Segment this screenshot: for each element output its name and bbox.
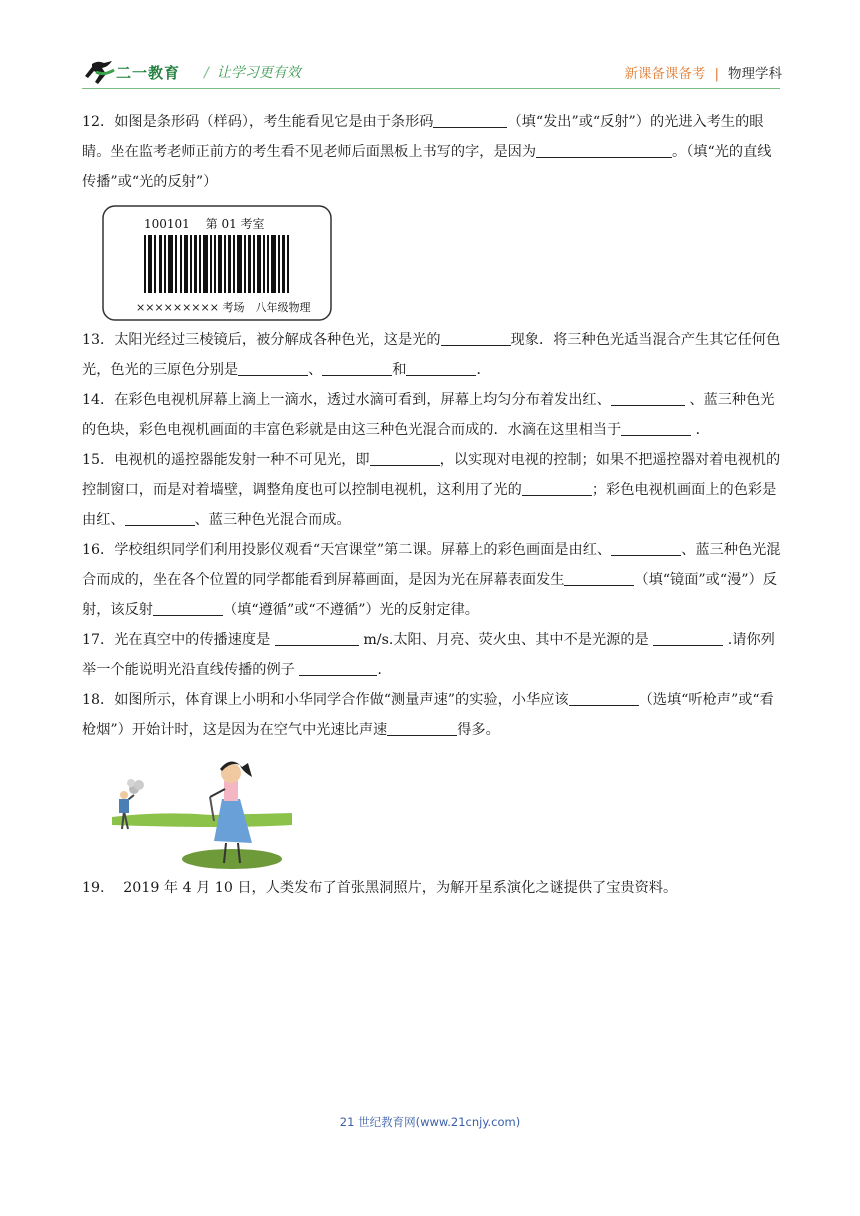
answer-blank[interactable] bbox=[569, 687, 639, 706]
answer-blank[interactable] bbox=[433, 109, 507, 128]
question-16: 16．学校组织同学们利用投影仪观看“天宫课堂”第二课。屏幕上的彩色画面是由红、 、蓝三种色光混合而成的，坐在各个位置的同学都能看到屏幕画面，是因为光在屏幕表面发生 （填“镜面”或“漫”）反射，该反射 （填“遵循”或“不遵循”）光的反射定律。 bbox=[82, 535, 782, 625]
answer-blank[interactable] bbox=[611, 387, 685, 406]
answer-blank[interactable] bbox=[441, 327, 511, 346]
question-13: 13．太阳光经过三棱镜后，被分解成各种色光，这是光的 现象．将三种色光适当混合产生其它任何色光，色光的三原色分别是 、 和 ． bbox=[82, 325, 782, 385]
header-divider bbox=[82, 88, 780, 89]
answer-blank[interactable] bbox=[522, 477, 592, 496]
answer-blank[interactable] bbox=[406, 357, 476, 376]
answer-blank[interactable] bbox=[536, 139, 672, 158]
barcode-icon bbox=[102, 205, 332, 321]
header-separator: | bbox=[714, 66, 719, 82]
answer-blank[interactable] bbox=[275, 627, 359, 646]
answer-blank[interactable] bbox=[653, 627, 723, 646]
answer-blank[interactable] bbox=[322, 357, 392, 376]
header-course-label: 新课备课备考 bbox=[624, 66, 706, 82]
answer-blank[interactable] bbox=[125, 507, 195, 526]
barcode-figure bbox=[102, 205, 332, 321]
question-17: 17．光在真空中的传播速度是 m/s.太阳、月亮、荧火虫、其中不是光源的是 .请你列举一个能说明光沿直线传播的例子 . bbox=[82, 625, 782, 685]
answer-blank[interactable] bbox=[370, 447, 440, 466]
question-19: 19. 2019 年 4 月 10 日，人类发布了首张黑洞照片，为解开星系演化之谜提供了宝贵资料。 bbox=[82, 880, 678, 896]
question-12: 12．如图是条形码（样码），考生能看见它是由于条形码 （填“发出”或“反射”）的光进入考生的眼睛。坐在监考老师正前方的考生看不见老师后面黑板上书写的字，是因为 。（填“光的直线传播”或“光的反射”） bbox=[82, 107, 782, 197]
answer-blank[interactable] bbox=[153, 597, 223, 616]
barcode-top-text: 100101 第 01 考室 bbox=[144, 217, 265, 231]
answer-blank[interactable] bbox=[238, 357, 308, 376]
header-right bbox=[624, 62, 782, 82]
barcode-bottom-text: ××××××××× 考场 八年级物理 bbox=[136, 301, 311, 314]
question-14: 14．在彩色电视机屏幕上滴上一滴水，透过水滴可看到，屏幕上均匀分布着发出红、 、蓝三种色光的色块，彩色电视机画面的丰富色彩就是由这三种色光混合而成的．水滴在这里相当于 ． bbox=[82, 385, 782, 445]
answer-blank[interactable] bbox=[387, 717, 457, 736]
question-18: 18．如图所示，体育课上小明和小华同学合作做“测量声速”的实验，小华应该 （选填“听枪声”或“看枪烟”）开始计时，这是因为在空气中光速比声速 得多。 bbox=[82, 685, 782, 745]
answer-blank[interactable] bbox=[611, 537, 681, 556]
page-header bbox=[82, 56, 782, 88]
header-subject: 物理学科 bbox=[728, 66, 782, 82]
sound-speed-illustration-icon bbox=[102, 751, 292, 871]
question-15: 15．电视机的遥控器能发射一种不可见光，即 ，以实现对电视的控制；如果不把遥控器对着电视机的控制窗口，而是对着墙壁，调整角度也可以控制电视机，这利用了光的 ；彩色电视机画面上的色彩是由红、 、蓝三种色光混合而成。 bbox=[82, 445, 782, 535]
logo-text: 二一教育 bbox=[116, 64, 181, 82]
answer-blank[interactable] bbox=[299, 657, 377, 676]
answer-blank[interactable] bbox=[564, 567, 634, 586]
page-footer: 21 世纪教育网(www.21cnjy.com) bbox=[339, 1115, 521, 1129]
slogan: / 让学习更有效 bbox=[204, 65, 301, 81]
question-list bbox=[82, 107, 782, 903]
answer-blank[interactable] bbox=[621, 417, 691, 436]
sound-speed-figure bbox=[102, 751, 292, 871]
